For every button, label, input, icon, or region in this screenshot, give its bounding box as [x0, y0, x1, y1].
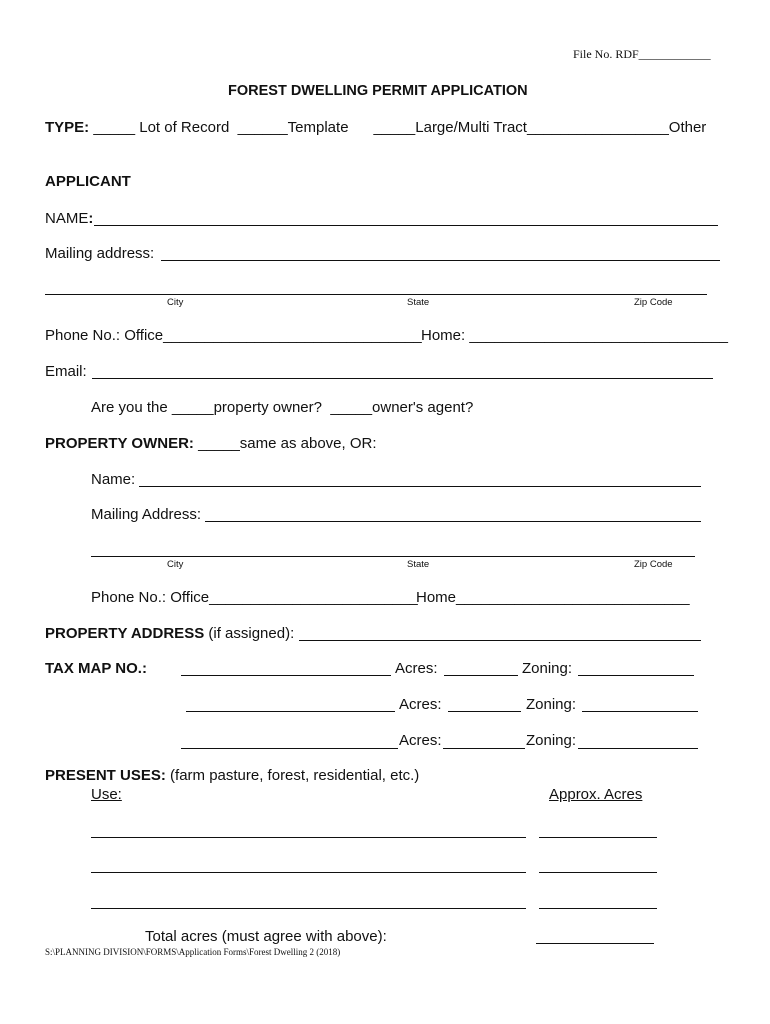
owner-mailing-label: Mailing Address: — [91, 506, 202, 523]
owner-city-label: City — [167, 559, 184, 570]
applicant-email-label: Email: — [45, 363, 87, 380]
zoning-label-1: Zoning: — [522, 660, 573, 677]
property-address-line — [45, 626, 294, 641]
property-address-label: PROPERTY ADDRESS — [45, 625, 205, 642]
owner-zip-label: Zip Code — [634, 559, 673, 570]
applicant-state-label: State — [407, 297, 430, 308]
owner-phone-home[interactable]: Home____________________________ — [416, 589, 690, 606]
present-uses-examples: (farm pasture, forest, residential, etc.) — [165, 767, 420, 784]
applicant-mailing-field[interactable] — [161, 260, 720, 261]
applicant-phone-office[interactable]: Phone No.: Office_______________________________ — [45, 327, 422, 344]
applicant-name-text: NAME — [45, 210, 89, 227]
applicant-zip-label: Zip Code — [634, 297, 673, 308]
tax-map-label: TAX MAP NO.: — [45, 660, 147, 677]
owner-phone-office[interactable]: Phone No.: Office_________________________ — [91, 589, 418, 606]
use-field-1[interactable] — [91, 837, 526, 838]
property-owner-line — [45, 436, 377, 451]
present-uses-line — [45, 768, 419, 783]
acres-label-2: Acres: — [399, 696, 442, 713]
zoning-field-2[interactable] — [582, 711, 698, 712]
file-number: File No. RDF____________ — [573, 47, 711, 61]
use-field-2[interactable] — [91, 872, 526, 873]
type-line — [45, 120, 706, 135]
applicant-city-state-zip-field[interactable] — [45, 294, 707, 295]
total-acres-field[interactable] — [536, 943, 654, 944]
total-acres-label: Total acres (must agree with above): — [145, 928, 387, 945]
type-options[interactable]: _____ Lot of Record ______Template _____Large/Multi Tract_________________Other — [89, 119, 707, 136]
type-label: TYPE: — [45, 119, 90, 136]
use-acres-field-2[interactable] — [539, 872, 657, 873]
applicant-heading: APPLICANT — [45, 173, 131, 190]
zoning-label-3: Zoning: — [526, 732, 577, 749]
tax-map-field-1[interactable] — [181, 675, 391, 676]
acres-label-3: Acres: — [399, 732, 442, 749]
owner-name-field[interactable] — [139, 486, 701, 487]
owner-city-state-zip-field[interactable] — [91, 556, 695, 557]
applicant-mailing-label: Mailing address: — [45, 245, 155, 262]
zoning-field-3[interactable] — [578, 748, 698, 749]
property-address-qualifier: (if assigned): — [204, 625, 295, 642]
same-as-above-option[interactable]: _____same as above, OR: — [193, 435, 377, 452]
applicant-name-colon: : — [88, 210, 94, 227]
owner-mailing-field[interactable] — [205, 521, 701, 522]
footer-file-path: S:\PLANNING DIVISION\FORMS\Application Forms\Forest Dwelling 2 (2018) — [45, 947, 341, 957]
property-owner-label: PROPERTY OWNER: — [45, 435, 194, 452]
acres-field-3[interactable] — [443, 748, 525, 749]
owner-state-label: State — [407, 559, 430, 570]
tax-map-field-3[interactable] — [181, 748, 398, 749]
applicant-name-label — [45, 211, 93, 226]
acres-field-2[interactable] — [448, 711, 521, 712]
acres-field-1[interactable] — [444, 675, 518, 676]
present-uses-label: PRESENT USES: — [45, 767, 166, 784]
owner-name-label: Name: — [91, 471, 136, 488]
use-field-3[interactable] — [91, 908, 526, 909]
zoning-label-2: Zoning: — [526, 696, 577, 713]
applicant-phone-home[interactable]: Home: _______________________________ — [421, 327, 728, 344]
use-acres-field-1[interactable] — [539, 837, 657, 838]
applicant-city-label: City — [167, 297, 184, 308]
use-column-heading: Use: — [91, 786, 122, 803]
approx-acres-column-heading: Approx. Acres — [549, 786, 643, 803]
property-address-field[interactable] — [299, 640, 701, 641]
use-acres-field-3[interactable] — [539, 908, 657, 909]
owner-or-agent-question[interactable]: Are you the _____property owner? _____owner's agent? — [91, 399, 474, 416]
form-title: FOREST DWELLING PERMIT APPLICATION — [228, 83, 528, 99]
acres-label-1: Acres: — [395, 660, 438, 677]
applicant-email-field[interactable] — [92, 378, 713, 379]
tax-map-field-2[interactable] — [186, 711, 395, 712]
zoning-field-1[interactable] — [578, 675, 694, 676]
applicant-name-field[interactable] — [94, 225, 718, 226]
